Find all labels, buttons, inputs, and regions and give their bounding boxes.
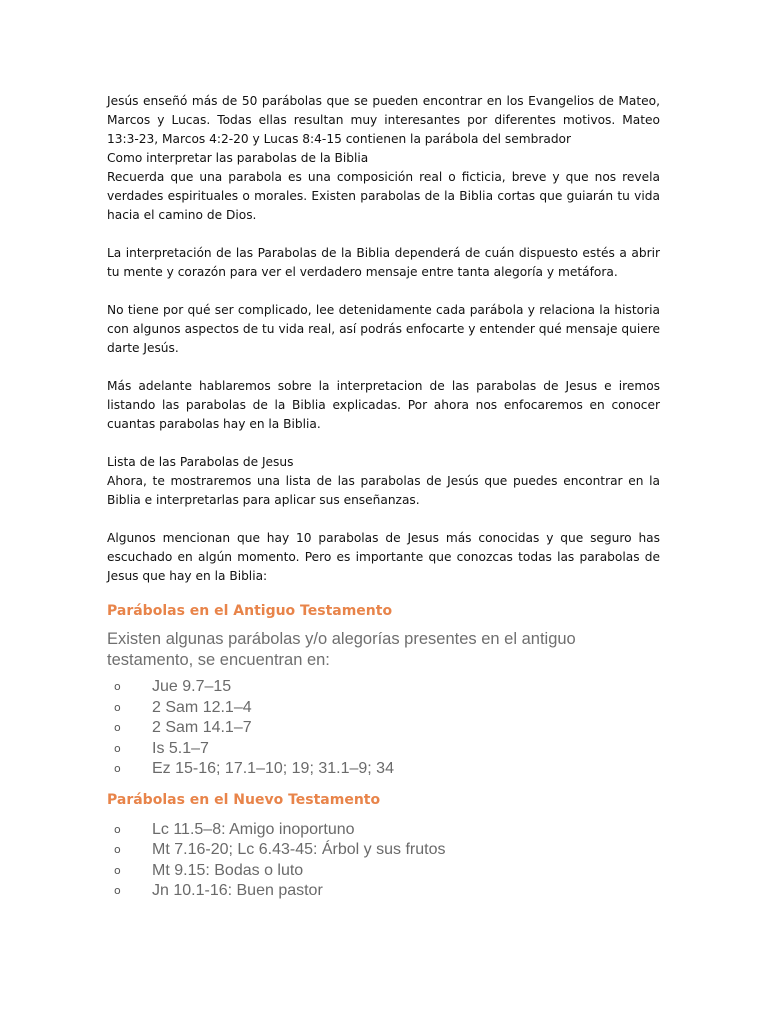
section-subheading-interpret: Como interpretar las parabolas de la Biblia — [107, 151, 369, 165]
old-testament-list — [107, 677, 660, 780]
new-testament-list — [107, 820, 660, 902]
list-item-text: Jue 9.7–15 — [152, 678, 232, 695]
bullet-icon: o — [114, 762, 121, 775]
bullet-icon: o — [114, 822, 121, 836]
list-item-text: Ez 15-16; 17.1–10; 19; 31.1–9; 34 — [152, 760, 394, 777]
list-item — [107, 759, 660, 780]
list-item — [107, 677, 660, 698]
list-paragraph-2: Algunos mencionan que hay 10 parabolas de Jesus más conocidas y que seguro has escuchado en algún momento. Pero es importante que conozcas todas las parabolas de Jesus que hay en la Biblia: — [107, 531, 660, 583]
bullet-icon: o — [114, 843, 121, 856]
section-subheading-list: Lista de las Parabolas de Jesus — [107, 455, 294, 469]
list-item — [107, 739, 660, 760]
list-item-text: Is 5.1–7 — [152, 739, 209, 757]
intro-paragraph-2: Recuerda que una parabola es una composición real o ficticia, breve y que nos revela verdades espirituales o morales. Existen parabolas de la Biblia cortas que guiarán tu vida hacia el camino de Dios. — [107, 170, 660, 222]
list-item — [107, 718, 660, 739]
bullet-icon: o — [114, 884, 121, 897]
list-item — [107, 840, 660, 861]
list-item-text: Jn 10.1-16: Buen pastor — [152, 882, 323, 899]
list-item-text: Mt 9.15: Bodas o luto — [152, 861, 304, 879]
intro-paragraph-5: Más adelante hablaremos sobre la interpretacion de las parabolas de Jesus e iremos listando las parabolas de la Biblia explicadas. Por ahora nos enfocaremos en conocer cuantas parabolas hay en la Biblia. — [107, 379, 660, 431]
intro-paragraph-3: La interpretación de las Parabolas de la Biblia dependerá de cuán dispuesto estés a abrir tu mente y corazón para ver el verdadero mensaje entre tanta alegoría y metáfora. — [107, 246, 660, 279]
document-page — [107, 92, 660, 902]
intro-paragraph-1: Jesús enseñó más de 50 parábolas que se pueden encontrar en los Evangelios de Mateo, Marcos y Lucas. Todas ellas resultan muy interesantes por diferentes motivos. Mateo 13:3-23, Marcos 4:2-20 y Lucas 8:4-15 contienen la parábola del sembrador — [107, 94, 660, 146]
bullet-icon: o — [114, 721, 121, 734]
list-item-text: Mt 7.16-20; Lc 6.43-45: Árbol y sus frutos — [152, 841, 446, 858]
list-paragraph-1: Ahora, te mostraremos una lista de las parabolas de Jesús que puedes encontrar en la Biblia e interpretarlas para aplicar sus enseñanzas. — [107, 474, 660, 507]
old-testament-intro: Existen algunas parábolas y/o alegorías presentes en el antiguo testamento, se encuentran en: — [107, 630, 576, 669]
list-item — [107, 698, 660, 719]
new-testament-heading: Parábolas en el Nuevo Testamento — [107, 791, 381, 808]
list-item — [107, 881, 660, 902]
list-item — [107, 820, 660, 841]
bullet-icon: o — [114, 741, 121, 755]
bullet-icon: o — [114, 863, 121, 877]
list-item-text: 2 Sam 12.1–4 — [152, 698, 252, 716]
bullet-icon: o — [114, 680, 121, 693]
list-item-text: Lc 11.5–8: Amigo inoportuno — [152, 820, 355, 838]
list-item-text: 2 Sam 14.1–7 — [152, 719, 252, 736]
intro-paragraph-4: No tiene por qué ser complicado, lee detenidamente cada parábola y relaciona la historia con algunos aspectos de tu vida real, así podrás enfocarte y entender qué mensaje quiere darte Jesús. — [107, 303, 660, 355]
list-item — [107, 861, 660, 882]
old-testament-heading: Parábolas en el Antiguo Testamento — [107, 603, 393, 619]
bullet-icon: o — [114, 700, 121, 714]
